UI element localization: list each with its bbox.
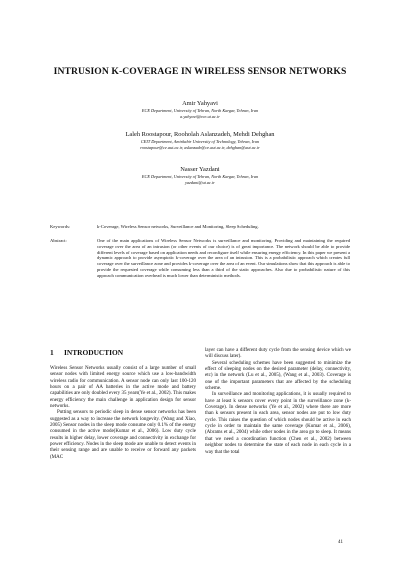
author-names: Nasser Yazdani xyxy=(180,166,220,173)
page-number: 41 xyxy=(338,540,343,545)
author-block-3 xyxy=(30,166,370,186)
author-email: roostapour@ce.aut.ac.ir, aslanzade@ce.aut.ac.ir, dehghan@aut.ac.ir xyxy=(140,145,260,150)
author-email: a.yahyavi@ece.ut.ac.ir xyxy=(180,114,220,119)
paragraph: Putting sensors to periodic sleep in dense sensor networks has been suggested as a way to increase the network longevity. (Wang and Xiao, 2005) Sensor nodes in the sleep mode consume only 0.1% of the energy consumed in the active mode(Kumar et al., 2006). Low duty cycle results in higher delay, lower coverage and connectivity in exchange for power efficiency. Nodes in the sleep mode are unable to detect events in their sensing range and are unable to receive or forward any packets (MAC xyxy=(50,410,196,460)
author-block-2 xyxy=(30,131,370,151)
paragraph: Wireless Sensor Networks usually consist of a large number of small sensor nodes with limited energy source which use a low-bandwidth wireless radio for communication. A sensor node can only last 100-120 hours on a pair of AA batteries in the active mode and battery capabilities are only doubled every 35 years(Ye et al., 2002). This makes energy efficiency the main challenge in application design for sensor networks. xyxy=(50,366,196,410)
abstract-text: One of the main applications of Wireless Sensor Networks is surveillance and monitoring. Providing and maintaining the required coverage over the area of an intrusion (or other events of our choice) is of great importance. The network should be able to provide different levels of coverage based on application needs and reconfigure itself while ensuring energy efficiency. In this paper we present a dynamic approach to provide asymptotic k-coverage over the area of an intrusion. This is a probabilistic approach which creates full coverage over the surveillance zone and provides k-coverage over the area of an event. Our simulations show that this approach is able to provide the requested coverage while consuming less than a third of the static approaches. Also due to probabilistic nature of this approach communication overhead is much lower than deterministic methods. xyxy=(97,238,350,278)
section-title: INTRODUCTION xyxy=(64,348,124,357)
author-names: Amir Yahyavi xyxy=(182,100,218,107)
keywords-text: k-Coverage, Wireless Sensor networks, Surveillance and Monitoring, Sleep Scheduling. xyxy=(97,224,259,229)
author-block-1 xyxy=(30,100,370,120)
paragraph: layer can have a different duty cycle from the sensing device which we will discuss later). xyxy=(205,348,351,360)
paragraph: In surveillance and monitoring applications, it is usually required to have at least k sensors cover every point in the surveillance zone (k-Coverage). In dense networks (Ye et al., 2002) where there are more than k sensors present in each area, sensor nodes are put to low duty cycle. This raises the question of which nodes should be active in each cycle in order to maintain the same coverage (Kumar et al., 2006), (Abrams et al., 2004) while other nodes in the area go to sleep. It means that we need a coordination function (Chen et al., 2002) between neighbor nodes to determine the state of each node in each cycle in a way that the total xyxy=(205,392,351,455)
paragraph: Several scheduling schemes have been suggested to minimize the effect of sleeping nodes on the desired parameter (delay, connectivity, etc) in the network (Lu et al., 2005), (Wang et al., 2003). Coverage is one of the important parameters that are affected by the scheduling scheme. xyxy=(205,360,351,392)
author-affiliation: ECE Department, University of Tehran, North Kargar, Tehran, Iran xyxy=(141,174,259,179)
author-names: Laleh Roostapour, Rooholah Aslanzadeh, Mehdi Dehghan xyxy=(125,131,275,138)
section-heading xyxy=(50,348,196,357)
author-email: yazdani@ut.ac.ir xyxy=(185,180,215,185)
author-affiliation: ECE Department, University of Tehran, North Kargar, Tehran, Iran xyxy=(141,108,259,113)
author-affiliation: CEIT Department, Amirkabir University of Technology, Tehran, Iran xyxy=(140,139,260,144)
keywords-label: Keywords: xyxy=(50,224,71,229)
left-column xyxy=(50,348,196,461)
paper-title: INTRUSION K-COVERAGE IN WIRELESS SENSOR NETWORKS xyxy=(53,66,347,77)
section-number: 1 xyxy=(50,348,54,357)
right-column xyxy=(205,348,351,456)
abstract-label: Abstract: xyxy=(50,238,67,243)
